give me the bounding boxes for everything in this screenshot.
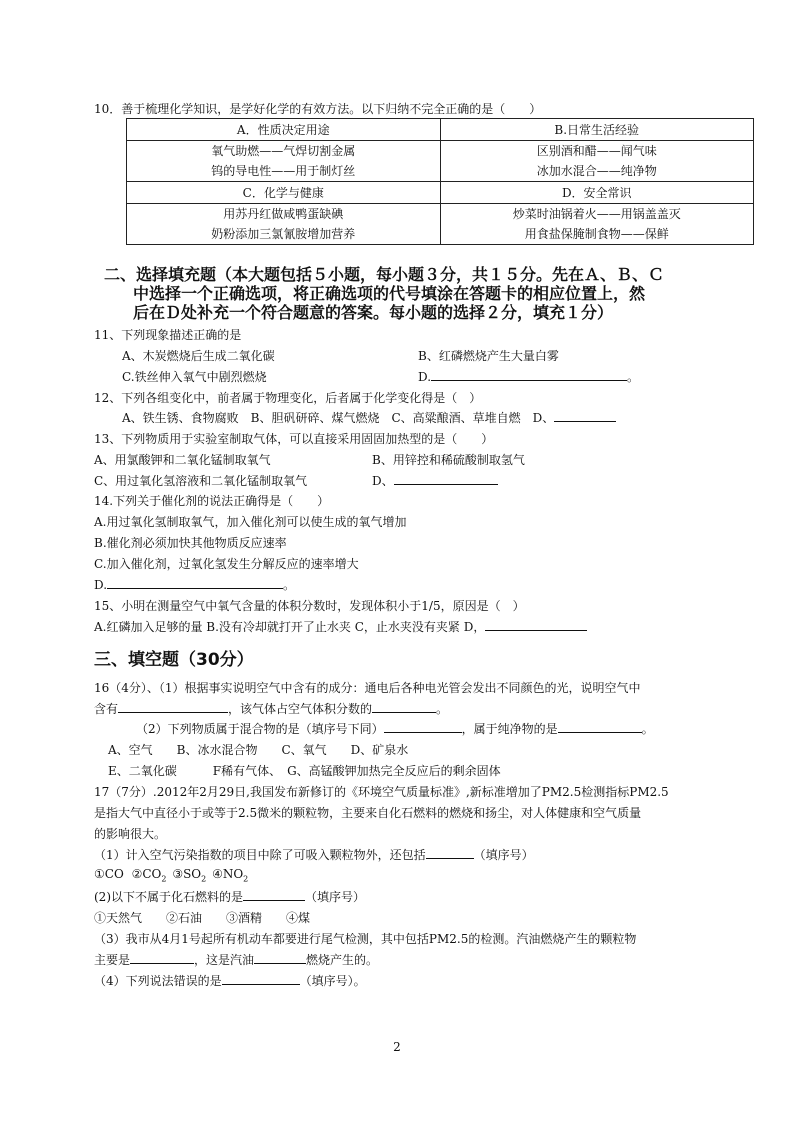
q12-stem: 12、下列各组变化中，前者属于物理变化，后者属于化学变化得是（ ） (94, 391, 482, 405)
q16-line3-b: ，属于纯净物的是 (461, 722, 558, 736)
q11-answer-blank[interactable] (431, 368, 627, 381)
q15-stem: 15、小明在测量空气中氧气含量的体积分数时，发现体积小于1/5，原因是（ ） (94, 599, 525, 613)
section2-title-line3: 后在Ｄ处补充一个符合题意的答案。每小题的选择２分，填充１分） (133, 303, 614, 322)
q17-part3-text-b: ，这是汽油 (194, 953, 255, 967)
q17-part3-text-c: 燃烧产生的。 (306, 953, 379, 967)
table-b-line2: 冰加水混合——纯净物 (536, 164, 657, 178)
q16-line2 (94, 700, 448, 717)
q11-option-d-end: 。 (627, 370, 640, 384)
q10-stem: 10．善于梳理化学知识，是学好化学的有效方法。以下归纳不完全正确的是（ ） (94, 102, 542, 116)
q12-answer-blank[interactable] (554, 409, 616, 422)
section3-title: 三、填空题（30分） (94, 650, 254, 670)
q16-blank-mixture[interactable] (384, 720, 462, 733)
table-cell-c-body (127, 204, 441, 245)
q17-part1-options (94, 867, 248, 883)
q13-option-d-label: D、 (372, 474, 394, 488)
q17-part3-blank-1[interactable] (130, 951, 194, 964)
q16-line3-a: （2）下列物质属于混合物的是（填序号下同） (136, 722, 384, 736)
q15-options (94, 618, 587, 635)
q16-blank-pure[interactable] (558, 720, 642, 733)
q17-part1-suffix: （填序号） (473, 848, 534, 862)
q13-answer-blank[interactable] (394, 472, 498, 485)
q13-option-a: A、用氯酸钾和二氧化锰制取氧气 (94, 453, 271, 467)
table-c-line2: 奶粉添加三氯氰胺增加营养 (211, 227, 356, 241)
q11-option-d-label: D. (418, 370, 432, 384)
q17-opt-so2: $③SO_2$ (172, 867, 207, 884)
q16-blank-fraction[interactable] (372, 700, 436, 713)
q15-answer-blank[interactable] (485, 618, 587, 631)
q17-part4 (94, 972, 366, 989)
q13-stem: 13、下列物质用于实验室制取气体，可以直接采用固固加热型的是（ ） (94, 432, 494, 446)
q11-option-d (418, 368, 639, 385)
q16-line3-c: 。 (641, 722, 654, 736)
q17-opt-co2: $②CO_2$ (131, 867, 167, 884)
table-b-line1: 区别酒和醋——闻气味 (536, 144, 657, 158)
q16-line3 (136, 720, 654, 737)
q13-option-c: C、用过氧化氢溶液和二氧化锰制取氧气 (94, 474, 308, 488)
q16-line2-a: 含有 (94, 702, 119, 716)
q16-line1: 16（4分）、（1）根据事实说明空气中含有的成分：通电后各种电光管会发出不同颜色的光，说明空气中 (94, 681, 641, 695)
table-c-line1: 用苏丹红做咸鸭蛋缺碘 (223, 207, 344, 221)
q11-stem: 11、下列现象描述正确的是 (94, 328, 242, 342)
table-cell-b-body (440, 141, 754, 182)
q16-options-row1: A、空气 B、冰水混合物 C、氧气 D、矿泉水 (108, 743, 409, 757)
q17-part3-line2 (94, 951, 378, 968)
q17-part1-blank[interactable] (426, 846, 474, 859)
q13-option-b: B、用锌控和稀硫酸制取氢气 (372, 453, 525, 467)
q14-option-d-end: 。 (283, 578, 296, 592)
q17-opt-no2: $④NO_2$ (212, 867, 249, 884)
q17-part3-blank-2[interactable] (254, 951, 306, 964)
table-cell-d-body (440, 204, 754, 245)
table-a-line1: 氧气助燃——气焊切割金属 (211, 144, 356, 158)
q14-option-d-label: D. (94, 578, 108, 592)
section2-title-line1: 二、选择填充题（本大题包括５小题，每小题３分，共１５分。先在Ａ、Ｂ、Ｃ (104, 265, 665, 284)
q15-options-text: A.红磷加入足够的量 B.没有冷却就打开了止水夹 C，止水夹没有夹紧 D， (94, 620, 486, 634)
q16-line2-b: ，该气体占空气体积分数的 (228, 702, 373, 716)
q14-answer-blank[interactable] (107, 576, 283, 589)
table-d-line2: 用食盐保腌制食物——保鲜 (524, 227, 669, 241)
q17-line3: 的影响很大。 (94, 827, 167, 841)
q16-options-row2: E、二氧化碳 F稀有气体、 G、高锰酸钾加热完全反应后的剩余固体 (108, 764, 501, 778)
q17-part2 (94, 888, 365, 905)
q17-part3-line1: （3）我市从4月1号起所有机动车都要进行尾气检测，其中包括PM2.5的检测。汽油燃烧产生的颗粒物 (94, 932, 637, 946)
q13-option-d (372, 472, 498, 489)
q14-option-c: C.加入催化剂，过氧化氢发生分解反应的速率增大 (94, 557, 359, 571)
q11-option-c: C.铁丝伸入氧气中剧烈燃烧 (122, 370, 267, 384)
q11-option-b: B、红磷燃烧产生大量白雾 (418, 349, 559, 363)
q12-options (122, 409, 616, 426)
q17-opt-co: ①CO (94, 867, 124, 881)
q17-part2-blank[interactable] (243, 888, 305, 901)
q17-part2-text: (2)以下不属于化石燃料的是 (94, 890, 243, 904)
q10-summary-table (126, 118, 754, 245)
q17-part4-blank[interactable] (222, 972, 300, 985)
q11-option-a: A、木炭燃烧后生成二氧化碳 (122, 349, 275, 363)
q17-part4-suffix: （填序号）。 (299, 974, 366, 988)
q17-line1: 17（7分）.2012年2月29日,我国发布新修订的《环境空气质量标准》,新标准增加了PM2.5检测指标PM2.5 (94, 785, 669, 799)
section2-title-line2: 中选择一个正确选项，将正确选项的代号填涂在答题卡的相应位置上，然 (133, 284, 646, 303)
q14-option-a: A.用过氧化氢制取氧气，加入催化剂可以使生成的氧气增加 (94, 515, 407, 529)
q17-part1-text: （1）计入空气污染指数的项目中除了可吸入颗粒物外，还包括 (94, 848, 426, 862)
table-cell-a-head: A．性质决定用途 (127, 119, 441, 141)
table-cell-c-head: C．化学与健康 (127, 182, 441, 204)
table-cell-d-head: D．安全常识 (440, 182, 754, 204)
q17-part2-suffix: （填序号） (305, 890, 366, 904)
q16-blank-gas[interactable] (118, 700, 228, 713)
table-cell-a-body (127, 141, 441, 182)
q17-part2-options: ①天然气 ②石油 ③酒精 ④煤 (94, 911, 311, 925)
q14-option-d (94, 576, 295, 593)
q17-part1 (94, 846, 534, 863)
q17-part4-text: （4）下列说法错误的是 (94, 974, 222, 988)
q17-line2: 是指大气中直径小于或等于2.5微米的颗粒物，主要来自化石燃料的燃烧和扬尘，对人体健康和空气质量 (94, 806, 642, 820)
q12-options-text: A、铁生锈、食物腐败 B、胆矾研碎、煤气燃烧 C、高粱酿酒、草堆自燃 D、 (122, 411, 555, 425)
q14-stem: 14.下列关于催化剂的说法正确得是（ ） (94, 494, 330, 508)
q14-option-b: B.催化剂必须加快其他物质反应速率 (94, 536, 287, 550)
table-a-line2: 钨的导电性——用于制灯丝 (211, 164, 356, 178)
table-cell-b-head: B.日常生活经验 (440, 119, 754, 141)
q17-part3-text-a: 主要是 (94, 953, 131, 967)
table-d-line1: 炒菜时油锅着火——用锅盖盖灭 (512, 207, 681, 221)
q16-line2-c: 。 (436, 702, 449, 716)
page-number: 2 (393, 1040, 401, 1054)
